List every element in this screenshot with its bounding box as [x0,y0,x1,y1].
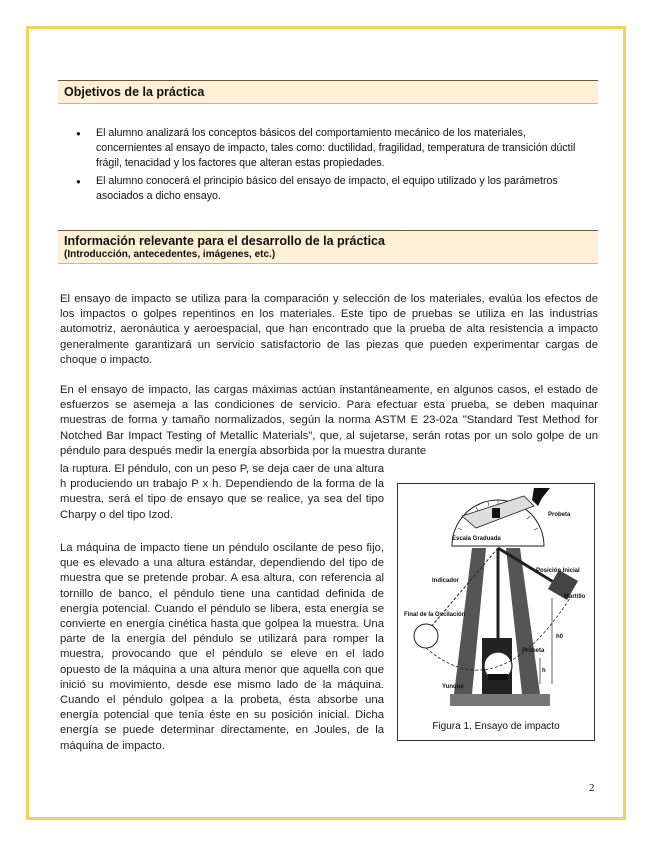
label-probeta-top: Probeta [548,512,571,518]
label-martillo: Martillo [564,594,586,600]
label-posicion: Posición Inicial [536,568,580,574]
objectives-header [58,80,598,104]
frame-left-leg [454,548,486,694]
paragraph-machine: La máquina de impacto tiene un péndulo oscilante de peso fijo, que es elevado a una altura estándar, dependiendo del tipo de muestra que se pretende probar. A esa altura, con referencia al tornillo de banco, el péndulo tiene una cantidad definida de energía potencial. Cuando el péndulo se libera, esta energía se convierte en energía cinética hasta que golpea la muestra. Una parte de la energía del péndulo se utilizará para romper la muestra, provocando que el péndulo se eleve en el lado opuesto de la máquina a una altura menor que aquella con que inició su movimiento, desde ese mismo lado de la máquina. Cuando el péndulo golpea a la probeta, ésta absorbe una energía potencial que tenía éste en su posición inicial. Dicha energía se puede determinar directamente, en Joules, de la máquina de impacto. [60,542,384,752]
objectives-title: Objetivos de la práctica [64,85,205,99]
label-h: h [542,668,546,674]
objectives-list [76,126,586,207]
pendulum-arm-initial [498,548,560,586]
paragraph-pendulum: la ruptura. El péndulo, con un peso P, se deja caer de una altura h produciendo un trabajo P x h. Dependiendo de la forma de la muestra, será el tipo de ensayo que se realice, ya sea del tipo Charpy o del tipo Izod. [60,463,384,521]
objective-item: ● El alumno analizará los conceptos básicos del comportamiento mecánico de los materiales, concernientes al ensayo de impacto, tales como: ductilidad, fragilidad, temperatura de transición dúctil frágil, tenacidad y los factores que alteran estas propiedades. [76,126,586,171]
label-h0: h0 [556,634,564,640]
paragraph-test: En el ensayo de impacto, las cargas máximas actúan instantáneamente, en algunos casos, el estado de esfuerzos se asemeja a las condiciones de servicio. Para efectuar esta prueba, se deben maquinar muestras de forma y tamaño normalizados, según la norma ASTM E 23-02a "Standard Test Method for Notched Bar Impact Testing of Metallic Materials", que, al sujetarse, serán rotas por un solo golpe de un péndulo para después medir la energía absorbida por la muestra durante [60,384,598,457]
label-escala: Escala Graduada [452,536,501,542]
label-final: Final de la Oscilación [404,612,466,618]
anvil [488,674,508,680]
final-position-head [414,624,438,648]
label-yunque: Yunque [442,684,464,690]
objective-item: ● El alumno conocerá el principio básico del ensayo de impacto, el equipo utilizado y los parámetros asociados a dicho ensayo. [76,174,586,204]
impact-arrow [532,488,550,506]
info-subtitle: (Introducción, antecedentes, imágenes, etc.) [64,249,276,260]
figure-caption: Figura 1. Ensayo de impacto [432,721,560,732]
label-probeta-low: Probeta [522,648,545,654]
machine-base [450,694,550,706]
info-title: Información relevante para el desarrollo de la práctica [64,234,385,248]
top-specimen [492,508,500,518]
info-header [58,230,598,264]
label-indicador: Indicador [432,578,460,584]
figure-impact-test [397,483,595,741]
paragraph-intro: El ensayo de impacto se utiliza para la comparación y selección de los materiales, evalúa los efectos de los impactos o golpes repentinos en los materiales. Este tipo de pruebas se utiliza en las industrias automotriz, aeronáutica y aeroespacial, que han encontrado que la prueba de alta resistencia a impacto generalmente garantizará un servicio satisfactorio de las piezas que pueden experimentar cargas de choque o impacto. [60,293,598,366]
impact-machine-diagram [402,488,592,710]
page-number: 2 [589,782,595,794]
